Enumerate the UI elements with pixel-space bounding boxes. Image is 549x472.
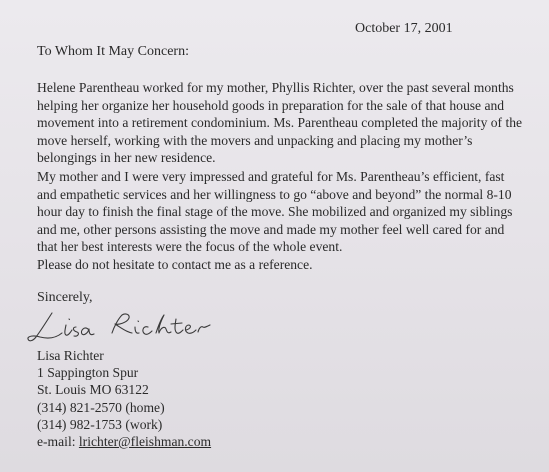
paragraph-line: Please do not hesitate to contact me as a reference. <box>37 257 313 272</box>
signer-phone-home: (314) 821-2570 (home) <box>37 399 165 415</box>
signer-address-line2: St. Louis MO 63122 <box>37 382 149 398</box>
paragraph-line: movement into a retirement condominium. Ms. Parentheau completed the majority of the <box>37 115 523 131</box>
signature-drawing <box>22 305 222 349</box>
paragraph-line: Helene Parentheau worked for my mother, Phyllis Richter, over the past several months <box>37 80 514 95</box>
signer-contact-block <box>37 347 211 450</box>
paragraph-line: that her best interests were the focus of the whole event. <box>37 239 343 255</box>
paragraph-line: and empathetic services and her willingness to go “above and beyond” the normal 8-10 <box>37 186 512 202</box>
paragraph-1 <box>37 79 537 167</box>
signer-phone-work: (314) 982-1753 (work) <box>37 416 163 432</box>
paragraph-line: hour day to finish the final stage of the move. She mobilized and organized my siblings <box>37 204 513 220</box>
email-prefix: e-mail: <box>37 434 79 450</box>
closing: Sincerely, <box>37 290 93 305</box>
signer-email-row <box>37 433 211 450</box>
handwritten-signature <box>22 305 222 349</box>
paragraph-line: My mother and I were very impressed and grateful for Ms. Parentheau’s efficient, fast <box>37 169 505 184</box>
letter-date: October 17, 2001 <box>355 21 453 36</box>
paragraph-line: helping her organize her household goods in preparation for the sale of that house and <box>37 97 505 113</box>
paragraph-line: belongings in her new residence. <box>37 150 216 166</box>
signer-address-line1: 1 Sappington Spur <box>37 365 139 381</box>
salutation: To Whom It May Concern: <box>37 44 189 59</box>
paragraph-2 <box>37 168 537 256</box>
paragraph-3 <box>37 256 537 274</box>
paragraph-line: and me, other persons assisting the move and made my mother feel well cared for and <box>37 221 505 237</box>
paragraph-line: move herself, working with the movers and unpacking and placing my mother’s <box>37 132 473 148</box>
email-link[interactable]: lrichter@fleishman.com <box>78 434 212 450</box>
signer-name: Lisa Richter <box>37 348 104 363</box>
